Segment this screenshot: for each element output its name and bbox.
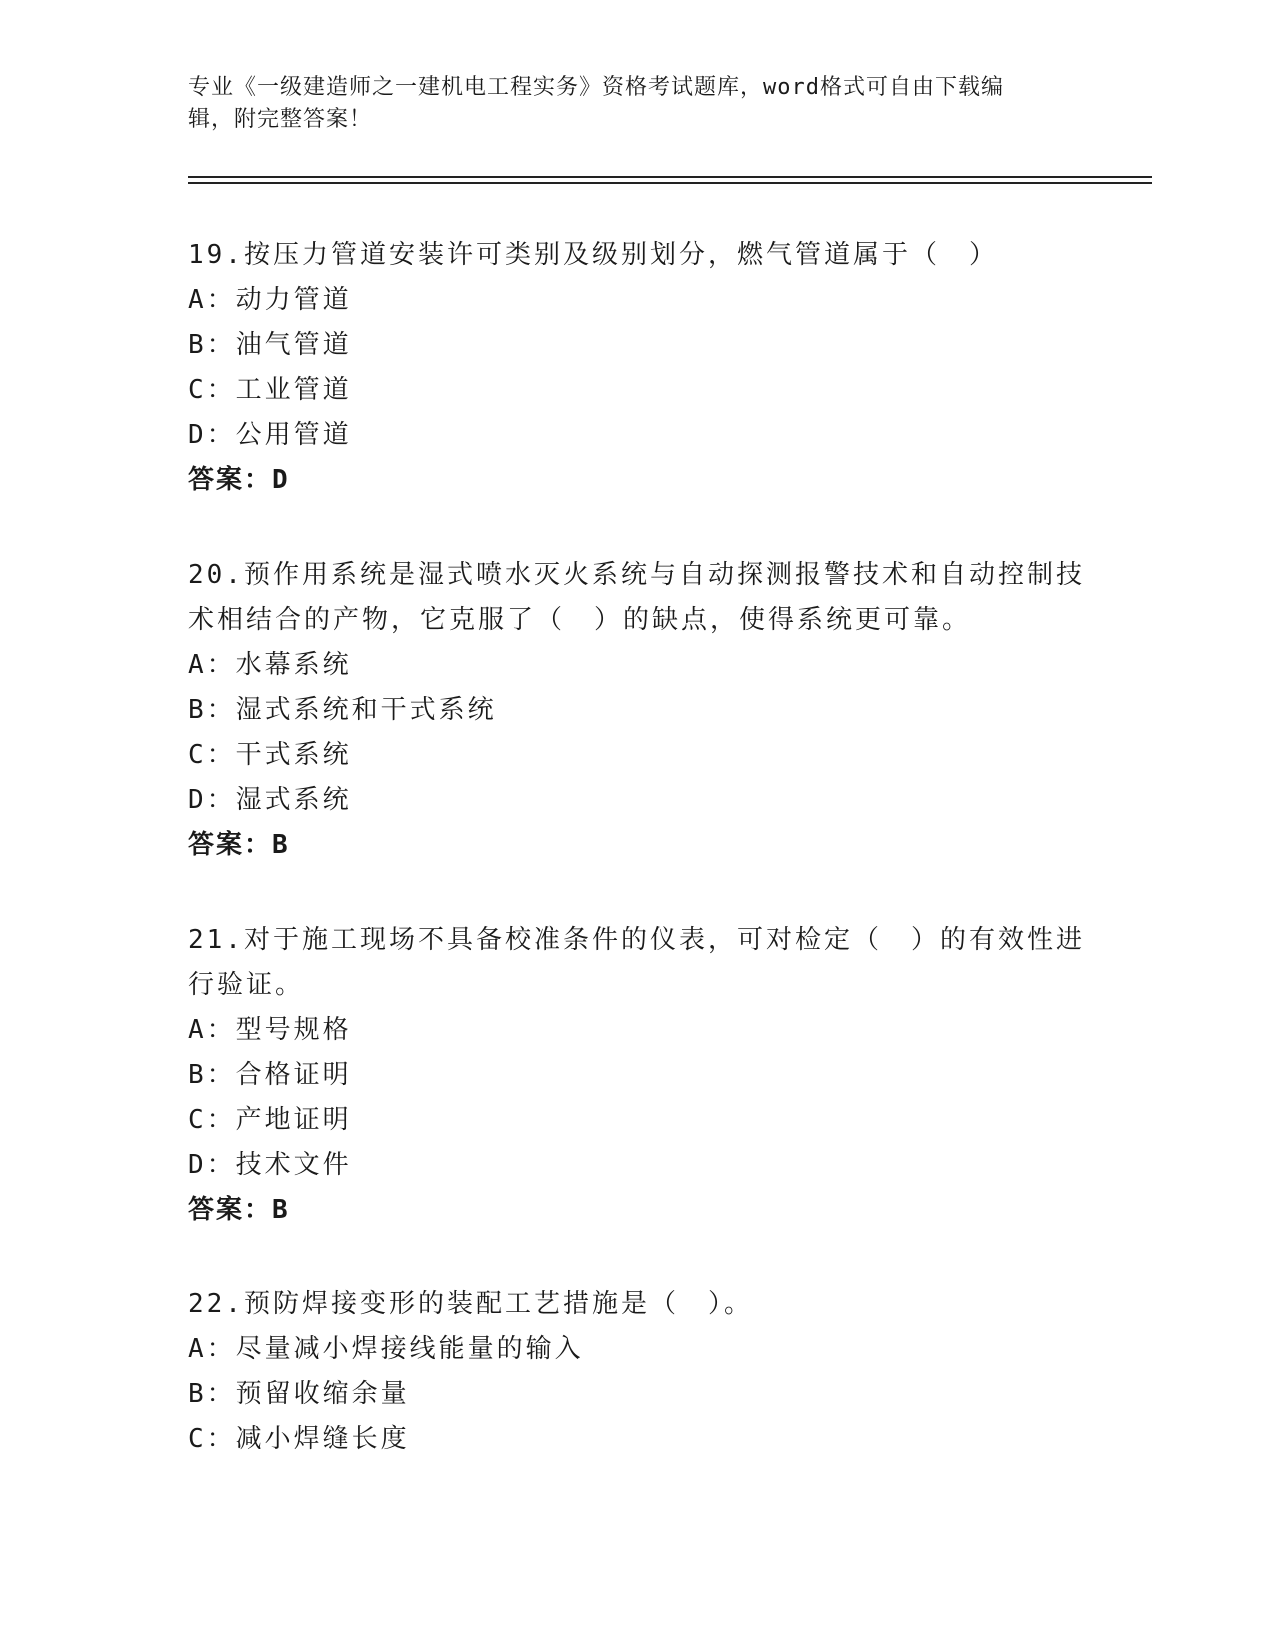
question-stem-line: 21.对于施工现场不具备校准条件的仪表，可对检定（ ）的有效性进 [188,925,1085,955]
question-stem-line: 术相结合的产物，它克服了（ ）的缺点，使得系统更可靠。 [188,605,972,635]
option-b: B：油气管道 [188,330,352,360]
question-stem-line: 22.预防焊接变形的装配工艺措施是（ ）。 [188,1289,753,1319]
option-a: A：型号规格 [188,1015,352,1045]
option-c: C：减小焊缝长度 [188,1424,410,1454]
answer-line: 答案：B [188,830,290,860]
header-line-1: 专业《一级建造师之一建机电工程实务》资格考试题库，word格式可自由下载编 [188,75,1004,100]
header-line-2: 辑，附完整答案！ [188,107,373,132]
option-d: D：公用管道 [188,420,352,450]
question-21 [188,918,1088,1233]
option-d: D：湿式系统 [188,785,352,815]
question-22 [188,1282,1088,1462]
option-a: A：尽量减小焊接线能量的输入 [188,1334,584,1364]
option-d: D：技术文件 [188,1150,352,1180]
answer-line: 答案：B [188,1195,290,1225]
question-stem-line: 20.预作用系统是湿式喷水灭火系统与自动探测报警技术和自动控制技 [188,560,1085,590]
document-header [188,72,1088,136]
header-divider-bottom [188,182,1152,184]
option-b: B：合格证明 [188,1060,352,1090]
question-19 [188,233,1088,503]
question-stem-line: 19.按压力管道安装许可类别及级别划分，燃气管道属于（ ） [188,240,998,270]
question-stem-line: 行验证。 [188,970,305,1000]
option-a: A：动力管道 [188,285,352,315]
answer-line: 答案：D [188,465,290,495]
option-b: B：湿式系统和干式系统 [188,695,497,725]
option-c: C：工业管道 [188,375,352,405]
option-c: C：产地证明 [188,1105,352,1135]
option-b: B：预留收缩余量 [188,1379,410,1409]
question-20 [188,553,1088,868]
header-divider-top [188,176,1152,178]
option-c: C：干式系统 [188,740,352,770]
option-a: A：水幕系统 [188,650,352,680]
